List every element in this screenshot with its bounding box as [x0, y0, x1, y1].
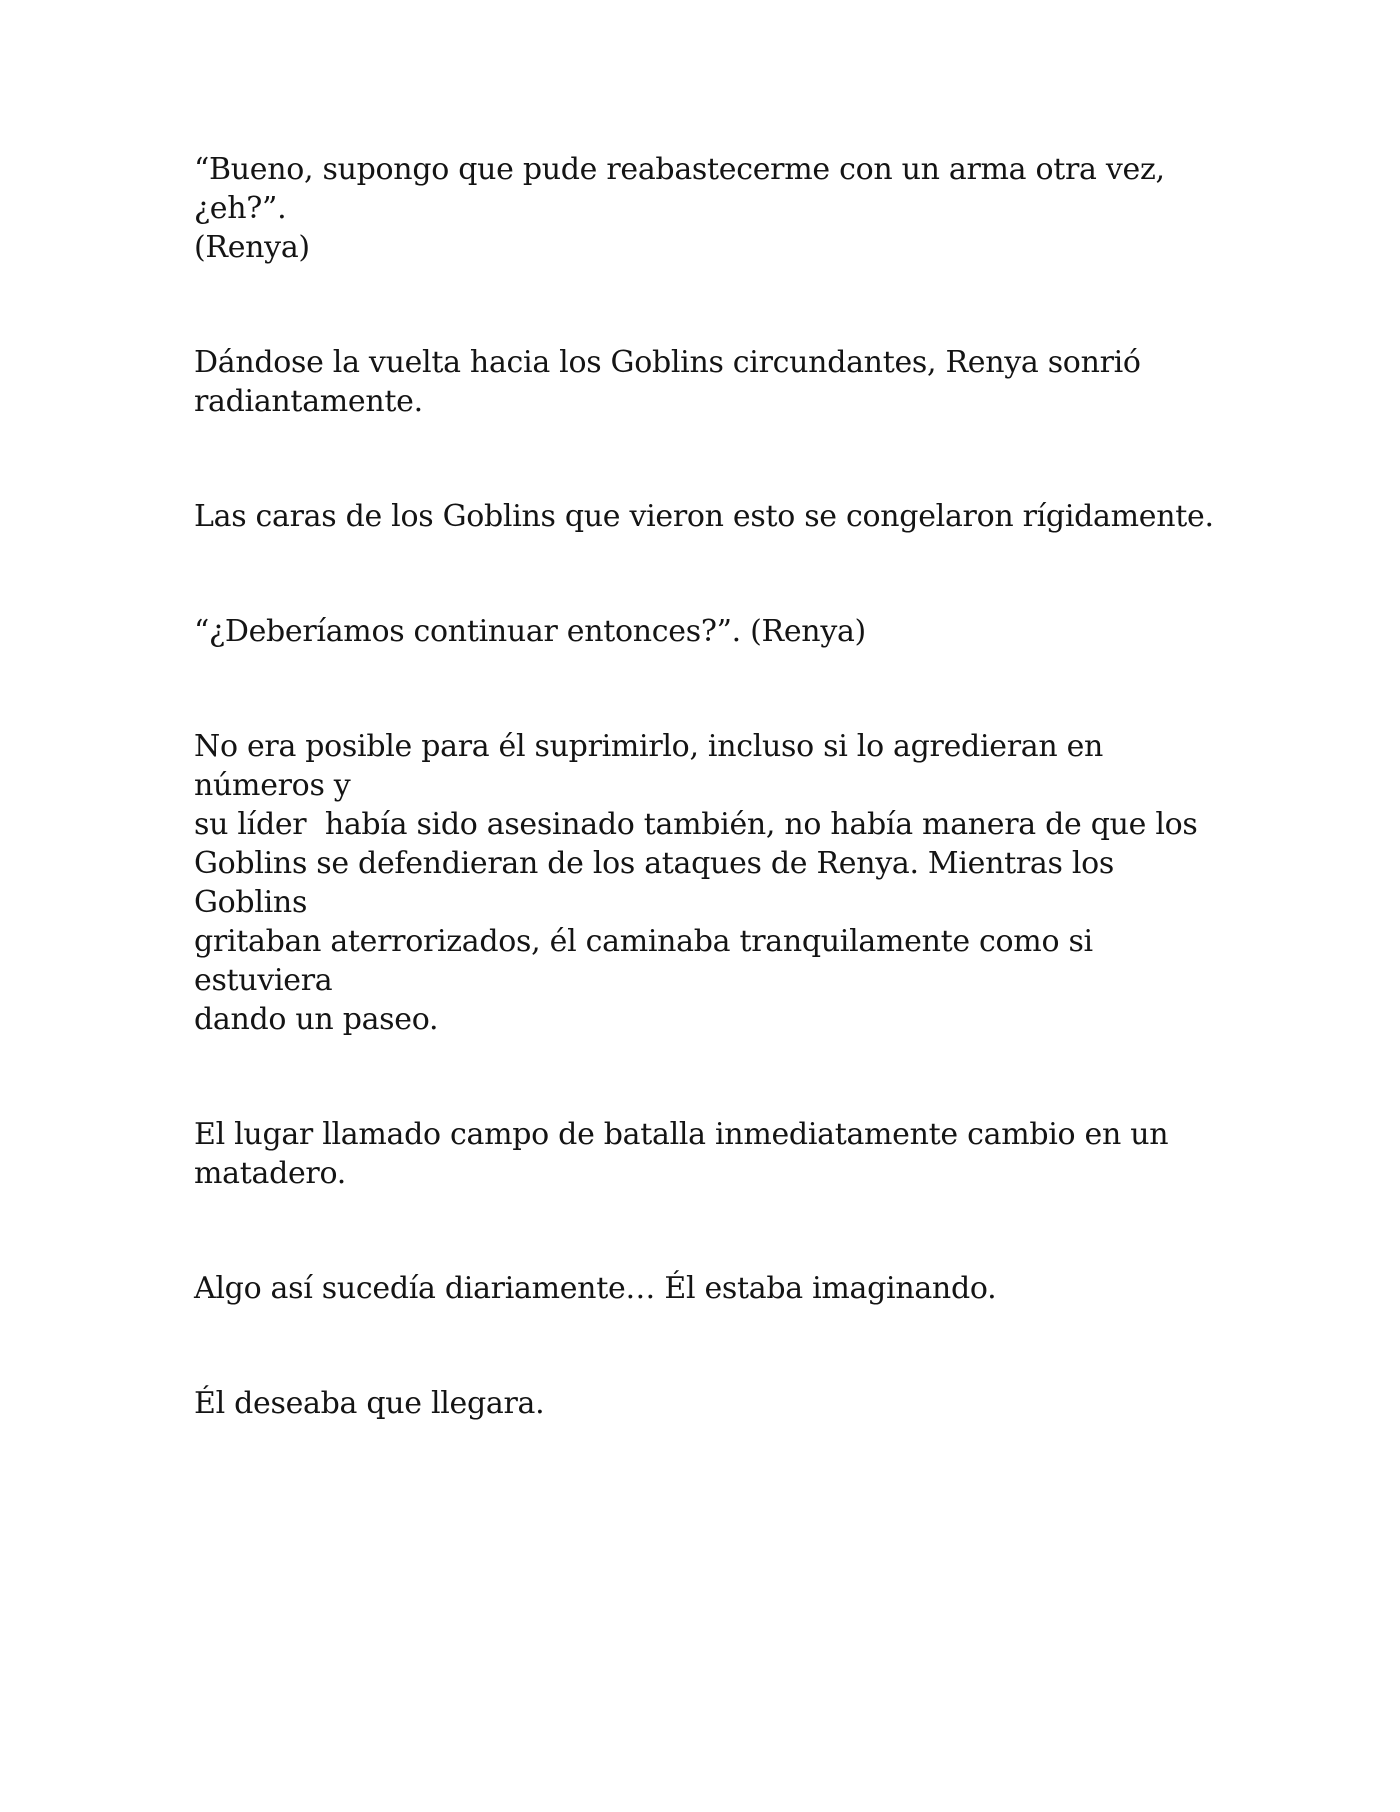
paragraph-imagining: Algo así sucedía diariamente… Él estaba imaginando. — [194, 1271, 997, 1306]
paragraph-renya-smiles: Dándose la vuelta hacia los Goblins circundantes, Renya sonrió radiantamente. — [194, 345, 1141, 419]
paragraph-dialogue-renya-rearm: “Bueno, supongo que pude reabastecerme con un arma otra vez, ¿eh?”. (Renya) — [194, 152, 1165, 265]
paragraph-slaughterhouse: El lugar llamado campo de batalla inmediatamente cambio en un matadero. — [194, 1117, 1169, 1191]
document-body — [194, 150, 1224, 1499]
paragraph-goblins-freeze: Las caras de los Goblins que vieron esto se congelaron rígidamente. — [194, 499, 1214, 534]
paragraph-wish: Él deseaba que llegara. — [194, 1386, 545, 1421]
paragraph-goblins-defeat: No era posible para él suprimirlo, incluso si lo agredieran en números y su líder había sido asesinado también, no había manera de que los Goblins se defendieran de los ataques de Renya. Mientras los Goblins gritaban aterrorizados, él caminaba tranquilamente como si estuviera dando un paseo. — [194, 729, 1198, 1037]
paragraph-dialogue-renya-continue: “¿Deberíamos continuar entonces?”. (Renya) — [194, 614, 866, 649]
